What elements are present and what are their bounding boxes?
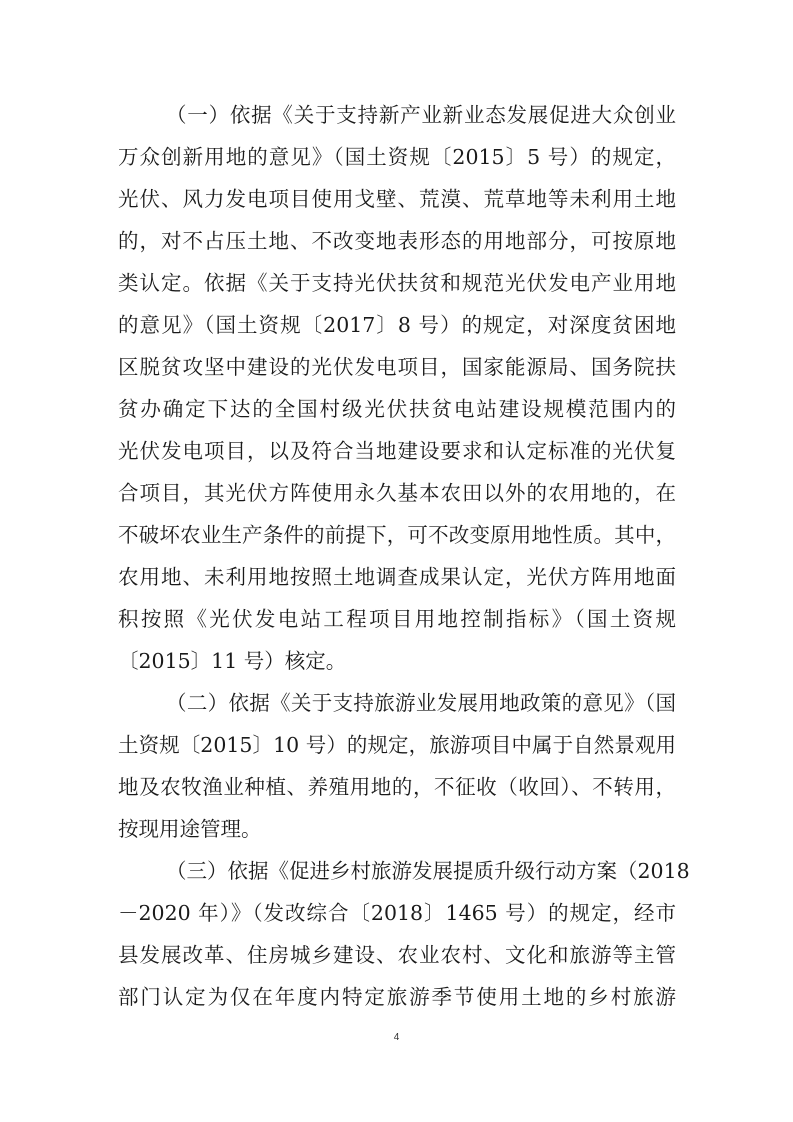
page-number: 4 — [393, 1032, 400, 1043]
text-line: 区脱贫攻坚中建设的光伏发电项目，国家能源局、国务院扶 — [118, 355, 676, 379]
text-line: 万众创新用地的意见》（国土资规〔2015〕5 号）的规定， — [118, 145, 676, 169]
text-line: 不破坏农业生产条件的前提下，可不改变原用地性质。其中， — [118, 523, 676, 547]
text-line: 按现用途管理。 — [118, 817, 262, 841]
text-line: 的，对不占压土地、不改变地表形态的用地部分，可按原地 — [118, 229, 676, 253]
text-line: 土资规〔2015〕10 号）的规定，旅游项目中属于自然景观用 — [118, 733, 676, 757]
text-line: 类认定。依据《关于支持光伏扶贫和规范光伏发电产业用地 — [118, 271, 676, 295]
text-line: 积按照《光伏发电站工程项目用地控制指标》（国土资规 — [118, 607, 676, 631]
paragraph-3 — [118, 850, 690, 1018]
text-line: （二）依据《关于支持旅游业发展用地政策的意见》（国 — [166, 691, 676, 715]
text-line: 地及农牧渔业种植、养殖用地的，不征收（收回）、不转用， — [118, 775, 676, 799]
text-line: 县发展改革、住房城乡建设、农业农村、文化和旅游等主管 — [118, 943, 676, 967]
text-line: 部门认定为仅在年度内特定旅游季节使用土地的乡村旅游 — [118, 985, 676, 1009]
text-line: （三）依据《促进乡村旅游发展提质升级行动方案（2018 — [166, 859, 690, 883]
text-line: 合项目，其光伏方阵使用永久基本农田以外的农用地的，在 — [118, 481, 676, 505]
paragraph-1 — [118, 94, 676, 682]
text-line: 光伏发电项目，以及符合当地建设要求和认定标准的光伏复 — [118, 439, 676, 463]
text-line: －2020 年）》（发改综合〔2018〕1465 号）的规定，经市 — [118, 901, 676, 925]
text-line: 的意见》（国土资规〔2017〕8 号）的规定，对深度贫困地 — [118, 313, 676, 337]
text-line: 农用地、未利用地按照土地调查成果认定，光伏方阵用地面 — [118, 565, 676, 589]
text-line: （一）依据《关于支持新产业新业态发展促进大众创业 — [166, 103, 676, 127]
paragraph-2 — [118, 682, 676, 850]
text-line: 〔2015〕11 号）核定。 — [118, 649, 347, 673]
body-text — [118, 94, 690, 1018]
text-line: 贫办确定下达的全国村级光伏扶贫电站建设规模范围内的 — [118, 397, 676, 421]
text-line: 光伏、风力发电项目使用戈壁、荒漠、荒草地等未利用土地 — [118, 187, 676, 211]
